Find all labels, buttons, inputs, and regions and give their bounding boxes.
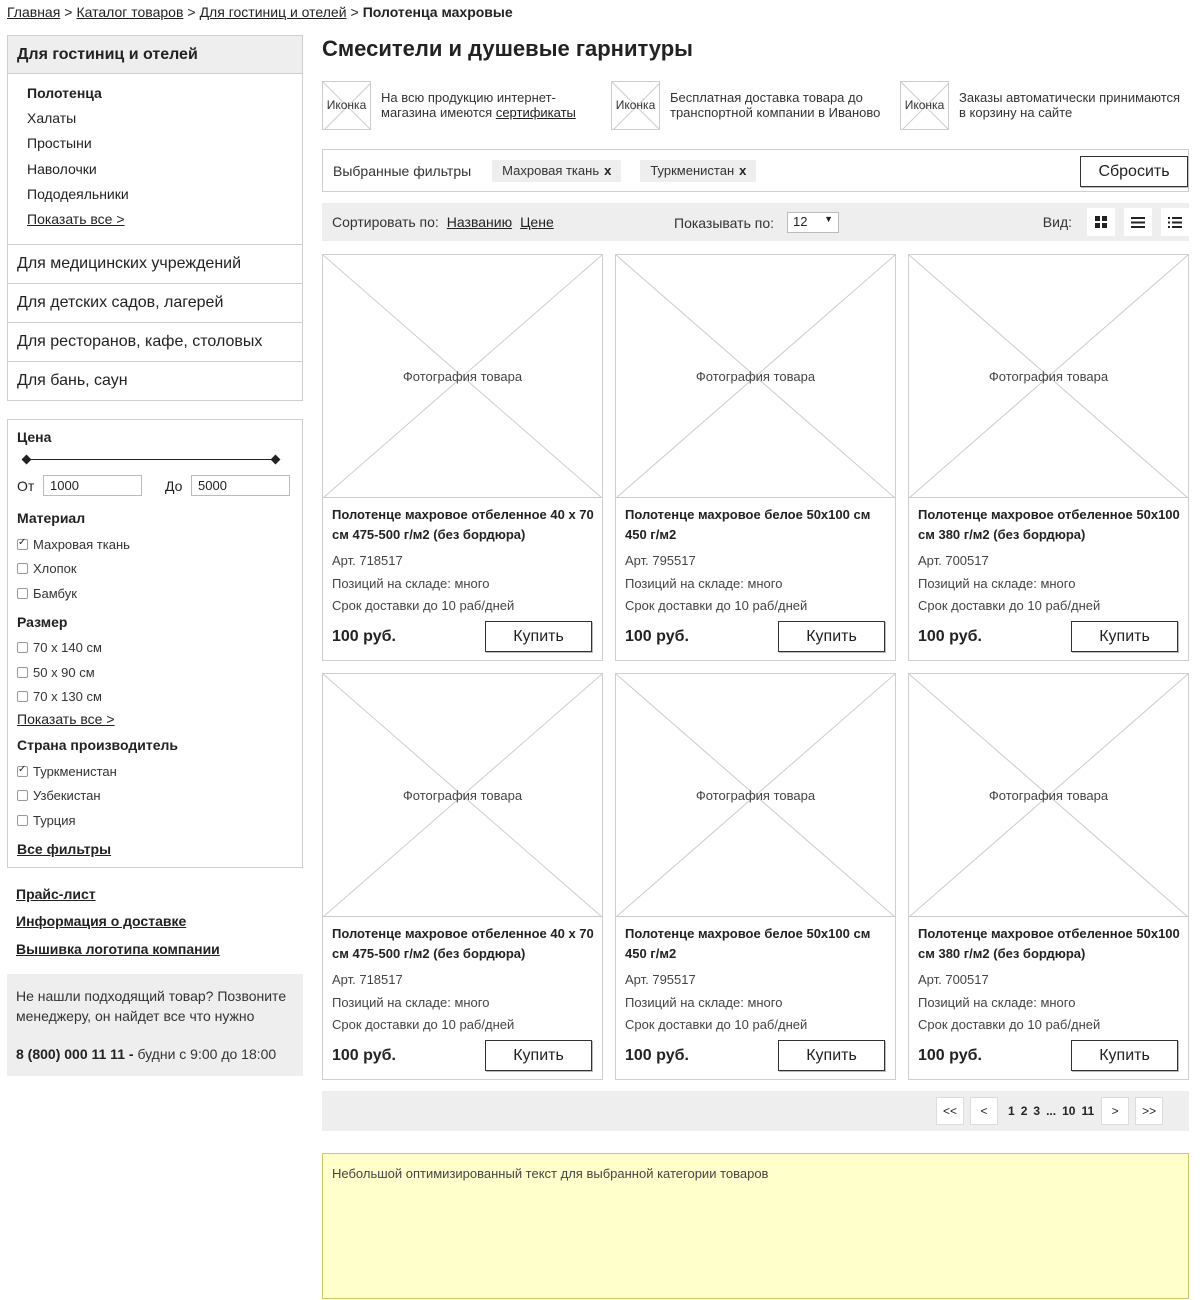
subcategory-list [8, 74, 302, 244]
page-number[interactable]: 10 [1062, 1104, 1076, 1118]
product-sku: Арт. 795517 [625, 553, 696, 568]
filter-material-title: Материал [17, 510, 86, 527]
photo-placeholder-label: Фотография товара [402, 788, 523, 803]
category-item[interactable]: Для ресторанов, кафе, столовых [7, 323, 303, 362]
product-info [332, 505, 596, 618]
product-card [322, 254, 603, 661]
photo-placeholder-label: Фотография товара [988, 788, 1109, 803]
price-to-label: До [165, 477, 183, 494]
option-label: 70 х 140 см [33, 640, 102, 656]
feature-item [611, 78, 900, 132]
subcategory-show-all-link[interactable]: Показать все > [27, 210, 125, 227]
view-label: Вид: [1042, 214, 1072, 230]
photo-placeholder-label: Фотография товара [402, 369, 523, 384]
checkbox-checked[interactable] [17, 539, 28, 550]
country-option[interactable] [17, 808, 293, 833]
product-name[interactable]: Полотенце махровое отбеленное 50х100 см 380 г/м2 (без бордюра) [918, 926, 1180, 961]
checkbox-checked[interactable] [17, 766, 28, 777]
product-name[interactable]: Полотенце махровое белое 50х100 см 450 г/м2 [625, 507, 871, 542]
product-price: 100 руб. [625, 1047, 689, 1064]
product-price: 100 руб. [332, 1047, 396, 1064]
reset-filters-button[interactable]: Сбросить [1080, 156, 1188, 187]
size-option[interactable] [17, 636, 293, 661]
product-stock: Позиций на складе: много [918, 994, 1076, 1010]
option-label: Хлопок [33, 561, 77, 577]
placeholder-icon [322, 81, 371, 130]
next-page-button[interactable]: > [1101, 1097, 1129, 1125]
feature-item [322, 78, 611, 132]
product-delivery: Срок доставки до 10 раб/дней [918, 598, 1101, 613]
breadcrumb-separator: > [350, 4, 359, 20]
help-text: Не нашли подходящий товар? Позвоните менеджеру, он найдет все что нужно [16, 988, 287, 1025]
category-item[interactable]: Для детских садов, лагерей [7, 284, 303, 323]
product-name[interactable]: Полотенце махровое белое 50х100 см 450 г/м2 [625, 926, 871, 961]
checkbox[interactable] [17, 667, 28, 678]
subcategory-item[interactable]: Полотенца [27, 85, 102, 101]
subcategory-item[interactable]: Пододеяльники [27, 185, 129, 202]
logo-embroidery-link[interactable]: Вышивка логотипа компании [16, 940, 220, 957]
breadcrumb-home[interactable]: Главная [7, 4, 61, 20]
option-label: Турция [33, 812, 76, 828]
price-slider-max-handle[interactable] [271, 455, 281, 465]
breadcrumb [7, 4, 513, 20]
product-delivery: Срок доставки до 10 раб/дней [918, 1017, 1101, 1032]
checkbox[interactable] [17, 588, 28, 599]
subcategory-item[interactable]: Халаты [27, 110, 77, 127]
option-label: Узбекистан [33, 788, 101, 804]
feature-text-part: На всю продукцию интернет-магазина имеются [381, 90, 556, 120]
filter-country-title: Страна производитель [17, 737, 178, 754]
filter-chip [640, 160, 756, 182]
product-card [615, 254, 896, 661]
page-number[interactable]: 1 [1008, 1104, 1015, 1118]
first-page-button[interactable]: << [936, 1097, 964, 1125]
delivery-info-link[interactable]: Информация о доставке [16, 913, 187, 930]
product-sku: Арт. 718517 [332, 553, 403, 568]
product-photo[interactable] [323, 674, 602, 917]
product-info [625, 924, 889, 1037]
product-info [332, 924, 596, 1037]
option-label: Махровая ткань [33, 536, 130, 552]
product-price: 100 руб. [332, 628, 396, 645]
product-sku: Арт. 795517 [625, 972, 696, 987]
remove-chip-icon[interactable]: x [739, 163, 747, 178]
sort-by-name-link[interactable]: Названию [446, 214, 513, 230]
checkbox[interactable] [17, 790, 28, 801]
size-show-all-link[interactable]: Показать все > [17, 711, 115, 728]
phone-number: 8 (800) 000 11 11 - [16, 1046, 134, 1063]
product-delivery: Срок доставки до 10 раб/дней [332, 598, 515, 613]
pagination-bar [322, 1091, 1189, 1131]
buy-button[interactable]: Купить [485, 621, 592, 652]
price-range [17, 475, 293, 496]
option-label: 70 х 130 см [33, 689, 102, 705]
work-hours: будни с 9:00 до 18:00 [137, 1046, 277, 1063]
icon-label: Иконка [615, 98, 656, 112]
view-switcher [1043, 208, 1189, 236]
category-item[interactable]: Для медицинских учреждений [7, 245, 303, 284]
page-number[interactable]: 2 [1020, 1104, 1028, 1118]
product-delivery: Срок доставки до 10 раб/дней [625, 598, 808, 613]
product-info [918, 505, 1182, 618]
help-box [7, 974, 303, 1076]
option-label: Бамбук [33, 585, 77, 601]
features-row [322, 78, 1189, 132]
product-stock: Позиций на складе: много [918, 575, 1076, 591]
category-active[interactable]: Для гостиниц и отелей [8, 36, 302, 74]
product-delivery: Срок доставки до 10 раб/дней [625, 1017, 808, 1032]
side-links [7, 886, 303, 969]
buy-button[interactable]: Купить [778, 621, 885, 652]
checkbox[interactable] [17, 815, 28, 826]
price-to-input[interactable] [191, 475, 290, 496]
product-photo[interactable] [616, 674, 895, 917]
buy-button[interactable]: Купить [1071, 621, 1178, 652]
main-content [322, 35, 1189, 1299]
product-delivery: Срок доставки до 10 раб/дней [332, 1017, 515, 1032]
per-page [674, 212, 839, 233]
product-grid [322, 254, 1189, 1080]
breadcrumb-hotels[interactable]: Для гостиниц и отелей [199, 4, 347, 20]
checkbox[interactable] [17, 691, 28, 702]
price-slider-min-handle[interactable] [22, 455, 32, 465]
product-price: 100 руб. [625, 628, 689, 645]
product-stock: Позиций на складе: много [332, 994, 490, 1010]
subcategory-item[interactable]: Наволочки [27, 160, 97, 177]
chip-label: Махровая ткань [502, 163, 600, 178]
buy-button[interactable]: Купить [485, 1040, 592, 1071]
product-name[interactable]: Полотенце махровое отбеленное 50х100 см 380 г/м2 (без бордюра) [918, 507, 1180, 542]
price-slider-track [27, 459, 275, 460]
sort-by-price-link[interactable]: Цене [520, 214, 554, 230]
page-title: Смесители и душевые гарнитуры [322, 36, 693, 61]
pagination [936, 1097, 1163, 1125]
selected-filters-bar [322, 149, 1189, 192]
country-option[interactable] [17, 759, 293, 784]
product-photo[interactable] [323, 255, 602, 498]
help-phone [16, 1044, 294, 1064]
product-stock: Позиций на складе: много [625, 994, 783, 1010]
product-card [908, 254, 1189, 661]
breadcrumb-catalog[interactable]: Каталог товаров [76, 4, 184, 20]
product-sku: Арт. 700517 [918, 972, 989, 987]
seo-text-block: Небольшой оптимизированный текст для выбранной категории товаров [322, 1153, 1189, 1299]
certificates-link[interactable]: сертификаты [495, 105, 576, 120]
detailed-list-view-icon[interactable] [1161, 208, 1189, 236]
filter-price-title: Цена [17, 429, 52, 446]
feature-text: Заказы автоматически принимаются в корзину на сайте [959, 90, 1181, 120]
chip-label: Туркменистан [650, 163, 735, 178]
price-slider[interactable] [23, 451, 279, 469]
size-option[interactable] [17, 685, 293, 710]
per-page-select[interactable] [787, 212, 839, 233]
photo-placeholder-label: Фотография товара [988, 369, 1109, 384]
sort-label: Сортировать по: [332, 214, 439, 230]
grid-view-icon[interactable] [1087, 208, 1115, 236]
product-photo[interactable] [909, 674, 1188, 917]
dropdown-arrow-icon: ▼ [824, 214, 834, 224]
selected-filters-label: Выбранные фильтры [333, 162, 472, 179]
product-stock: Позиций на складе: много [332, 575, 490, 591]
product-price: 100 руб. [918, 1047, 982, 1064]
price-from-label: От [17, 477, 35, 494]
prev-page-button[interactable]: < [970, 1097, 998, 1125]
icon-label: Иконка [904, 98, 945, 112]
size-option[interactable] [17, 660, 293, 685]
product-photo[interactable] [909, 255, 1188, 498]
price-from-input[interactable] [43, 475, 142, 496]
per-page-label: Показывать по: [674, 214, 775, 231]
icon-label: Иконка [326, 98, 367, 112]
page-number[interactable]: 11 [1081, 1104, 1095, 1118]
sort-toolbar [322, 203, 1189, 241]
country-option[interactable] [17, 784, 293, 809]
material-option[interactable] [17, 581, 293, 606]
checkbox[interactable] [17, 563, 28, 574]
remove-chip-icon[interactable]: x [604, 163, 612, 178]
product-sku: Арт. 718517 [332, 972, 403, 987]
category-item[interactable]: Для бань, саун [7, 362, 303, 401]
breadcrumb-separator: > [64, 4, 73, 20]
product-sku: Арт. 700517 [918, 553, 989, 568]
placeholder-icon [900, 81, 949, 130]
all-filters-link[interactable]: Все фильтры [17, 840, 112, 857]
sidebar [7, 35, 303, 1076]
product-card [322, 673, 603, 1080]
product-info [918, 924, 1182, 1037]
product-card [908, 673, 1189, 1080]
last-page-button[interactable]: >> [1135, 1097, 1163, 1125]
option-label: 50 х 90 см [33, 664, 95, 680]
option-label: Туркменистан [33, 763, 117, 779]
filter-chip [492, 160, 621, 182]
feature-text: Бесплатная доставка товара до транспортной компании в Иваново [670, 90, 881, 120]
list-view-icon[interactable] [1124, 208, 1152, 236]
material-option[interactable] [17, 532, 293, 557]
category-menu [7, 35, 303, 245]
product-price: 100 руб. [918, 628, 982, 645]
product-name[interactable]: Полотенце махровое отбеленное 40 х 70 см 475-500 г/м2 (без бордюра) [332, 507, 594, 542]
buy-button[interactable]: Купить [778, 1040, 885, 1071]
product-photo[interactable] [616, 255, 895, 498]
feature-text [381, 90, 611, 120]
page-number[interactable]: 3 [1033, 1104, 1041, 1118]
material-option[interactable] [17, 557, 293, 582]
price-list-link[interactable]: Прайс-лист [16, 885, 96, 902]
photo-placeholder-label: Фотография товара [695, 788, 816, 803]
buy-button[interactable]: Купить [1071, 1040, 1178, 1071]
filters-panel [7, 419, 303, 868]
product-name[interactable]: Полотенце махровое отбеленное 40 х 70 см 475-500 г/м2 (без бордюра) [332, 926, 594, 961]
placeholder-icon [611, 81, 660, 130]
breadcrumb-current: Полотенца махровые [362, 4, 513, 20]
product-info [625, 505, 889, 618]
breadcrumb-separator: > [187, 4, 196, 20]
per-page-value: 12 [793, 214, 808, 229]
pagination-ellipsis: ... [1046, 1104, 1057, 1118]
filter-size-title: Размер [17, 613, 68, 630]
photo-placeholder-label: Фотография товара [695, 369, 816, 384]
feature-item [900, 78, 1189, 132]
product-stock: Позиций на складе: много [625, 575, 783, 591]
product-card [615, 673, 896, 1080]
subcategory-item[interactable]: Простыни [27, 135, 92, 152]
checkbox[interactable] [17, 642, 28, 653]
